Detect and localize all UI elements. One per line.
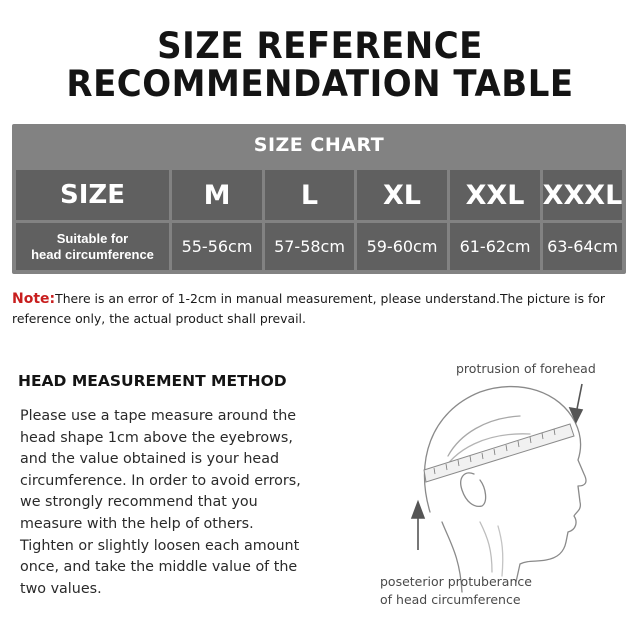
forehead-arrowhead	[570, 408, 582, 422]
method-line: head shape 1cm above the eyebrows,	[20, 429, 293, 446]
head-profile-outline	[424, 387, 586, 582]
measuring-tape	[424, 424, 574, 482]
page-title-line-1: SIZE REFERENCE	[157, 24, 483, 68]
size-cell-xl: XL	[357, 170, 447, 220]
method-line: and the value obtained is your head	[20, 451, 280, 468]
method-instructions	[20, 406, 350, 600]
size-row-label: SIZE	[16, 170, 169, 220]
measurement-note	[12, 289, 628, 328]
hair-line	[480, 522, 492, 572]
circumference-cell-xxxl: 63-64cm	[543, 223, 622, 270]
size-cell-xxxl: XXXL	[543, 170, 622, 220]
method-line: two values.	[20, 580, 102, 597]
forehead-label: protrusion of forehead	[456, 361, 596, 376]
method-line: we strongly recommend that you	[20, 494, 258, 511]
circumference-cell-l: 57-58cm	[265, 223, 354, 270]
method-line: Tighten or slightly loosen each amount	[20, 537, 300, 554]
circumference-cell-xl: 59-60cm	[357, 223, 447, 270]
size-cell-m: M	[172, 170, 262, 220]
method-line: measure with the help of others.	[20, 515, 254, 532]
circumference-label-line-1: Suitable for	[56, 230, 129, 246]
size-cell-xxl: XXL	[450, 170, 540, 220]
page-title-line-2: RECOMMENDATION TABLE	[66, 62, 574, 106]
size-chart-table	[12, 124, 626, 274]
method-line: circumference. In order to avoid errors,	[20, 472, 301, 489]
hair-line	[498, 526, 503, 576]
ear-outline	[461, 473, 486, 506]
method-line: once, and take the middle value of the	[20, 559, 298, 576]
note-text: There is an error of 1-2cm in manual measurement, please understand.The picture is for reference only, the actual product shall prevail.	[12, 291, 606, 326]
size-cell-l: L	[265, 170, 354, 220]
note-key: Note:	[12, 291, 56, 307]
circumference-label-line-2: head circumference	[31, 246, 154, 262]
occipital-label-line-1: poseterior protuberance	[380, 574, 532, 589]
method-line: Please use a tape measure around the	[20, 408, 297, 424]
circumference-cell-xxl: 61-62cm	[450, 223, 540, 270]
size-chart-grid	[12, 166, 626, 274]
occipital-arrowhead	[412, 502, 424, 518]
size-chart-heading: SIZE CHART	[253, 134, 385, 156]
circumference-row-label	[16, 223, 169, 270]
occipital-label-line-2: of head circumference	[380, 592, 521, 607]
method-title: HEAD MEASUREMENT METHOD	[18, 372, 287, 390]
circumference-cell-m: 55-56cm	[172, 223, 262, 270]
